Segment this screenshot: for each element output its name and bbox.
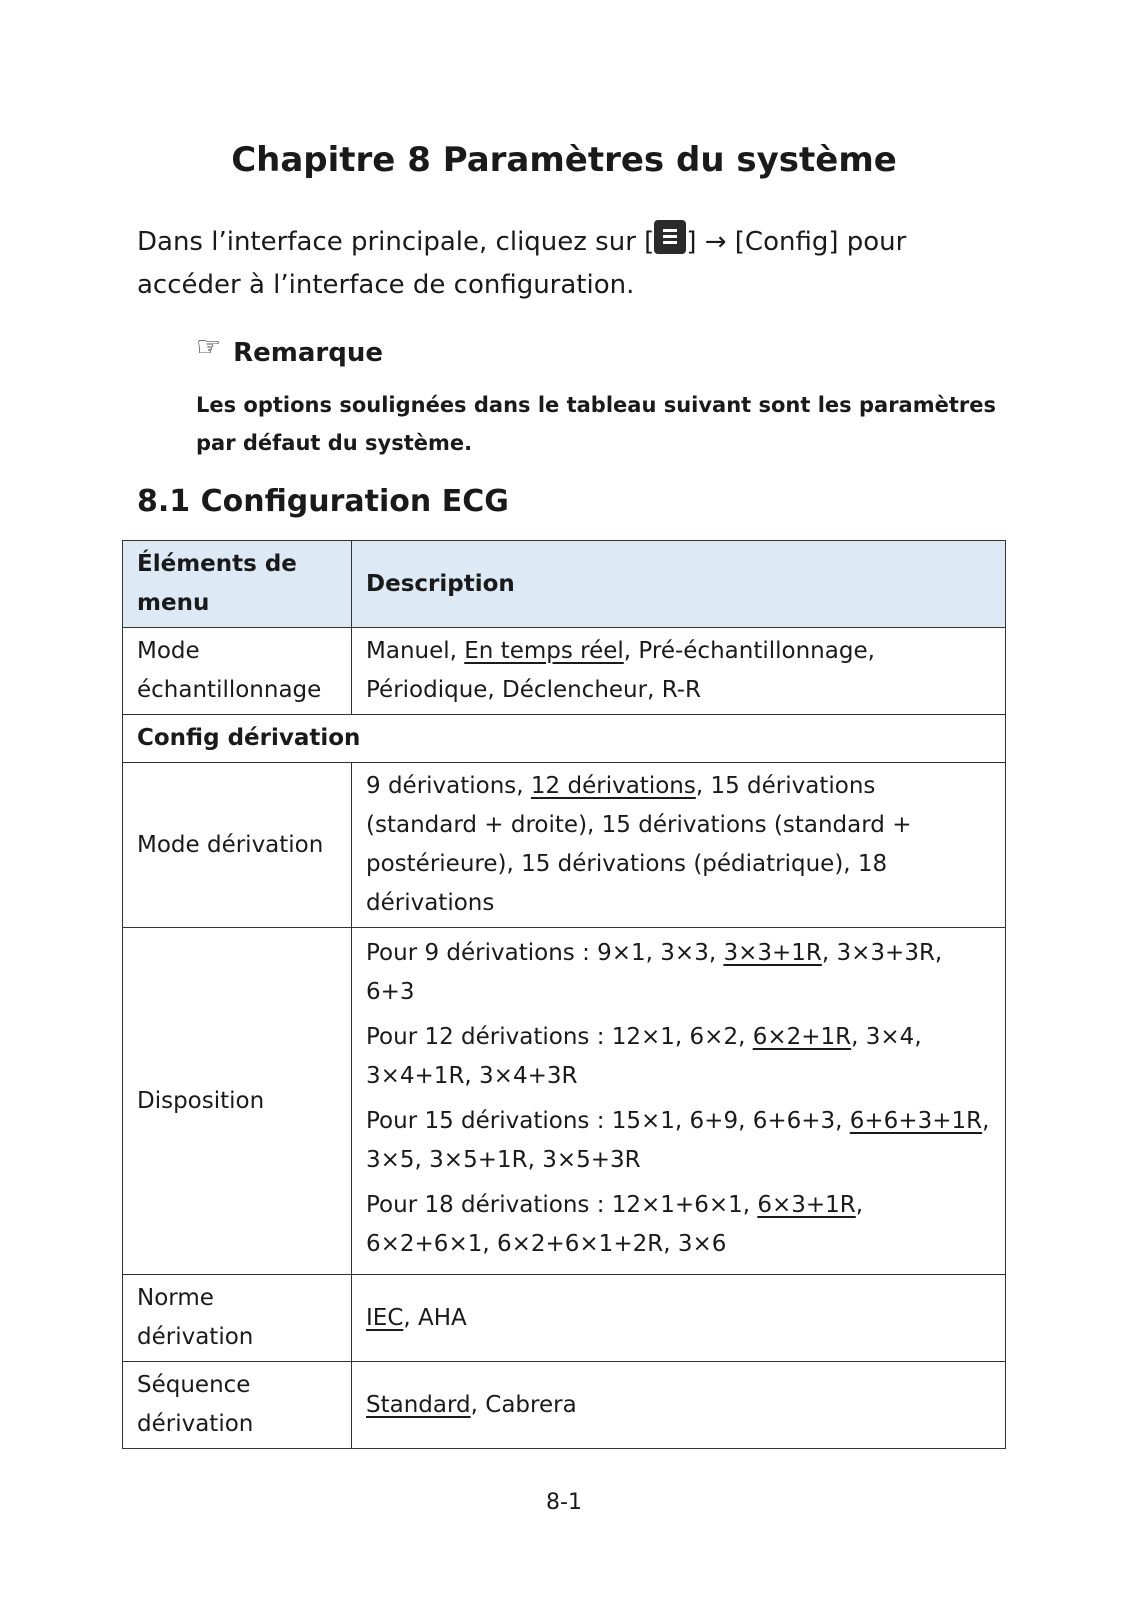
default-option: En temps réel <box>464 638 624 664</box>
table-header-row <box>123 541 1006 628</box>
layout-line <box>366 1186 991 1264</box>
row-label: Mode dérivation <box>123 763 352 928</box>
header-description: Description <box>352 541 1006 628</box>
default-option: 12 dérivations <box>530 773 696 799</box>
desc-text: , 3×4, 3×4+1R, 3×4+3R <box>366 1024 922 1089</box>
pointing-hand-icon: ☞ <box>196 330 222 363</box>
section-title: 8.1 Configuration ECG <box>137 484 509 519</box>
layout-line <box>366 1018 991 1096</box>
row-label: Mode échantillonnage <box>123 628 352 715</box>
group-label: Config dérivation <box>123 715 1006 763</box>
table-group-row <box>123 715 1006 763</box>
row-description <box>352 928 1006 1275</box>
note-heading-row <box>196 330 383 369</box>
default-option: 6×3+1R <box>757 1192 856 1218</box>
page-number: 8-1 <box>546 1490 582 1515</box>
default-option: IEC <box>366 1304 404 1331</box>
row-description <box>352 763 1006 928</box>
desc-text: 9 dérivations, <box>366 773 531 799</box>
default-option: Standard <box>366 1391 471 1418</box>
desc-text: Pour 9 dérivations : 9×1, 3×3, <box>366 940 724 966</box>
desc-text: , AHA <box>403 1304 467 1331</box>
row-description <box>352 1275 1006 1362</box>
default-option: 3×3+1R <box>723 940 822 966</box>
table-row <box>123 628 1006 715</box>
note-text: Les options soulignées dans le tableau suivant sont les paramètres par défaut du système. <box>196 393 996 455</box>
page-title: Chapitre 8 Paramètres du système <box>231 140 897 180</box>
desc-text: , Pré-échantillonnage, Périodique, Déclencheur, R-R <box>366 638 875 703</box>
row-label: Disposition <box>123 928 352 1275</box>
desc-text: , 15 dérivations (standard + droite), 15 dérivations (standard + postérieure), 15 dérivations (pédiatrique), 18 dérivations <box>366 773 912 916</box>
table-row <box>123 1362 1006 1449</box>
header-menu-items: Éléments de menu <box>123 541 352 628</box>
table-row <box>123 1275 1006 1362</box>
desc-text: , Cabrera <box>470 1391 577 1418</box>
layout-line <box>366 934 991 1012</box>
desc-text: , 6×2+6×1, 6×2+6×1+2R, 3×6 <box>366 1192 864 1257</box>
row-description <box>352 628 1006 715</box>
layout-line <box>366 1102 991 1180</box>
intro-paragraph <box>137 220 997 307</box>
desc-text: Pour 18 dérivations : 12×1+6×1, <box>366 1192 758 1218</box>
desc-text: Pour 15 dérivations : 15×1, 6+9, 6+6+3, <box>366 1108 850 1134</box>
row-label: Séquence dérivation <box>123 1362 352 1449</box>
row-label: Norme dérivation <box>123 1275 352 1362</box>
desc-text: Pour 12 dérivations : 12×1, 6×2, <box>366 1024 753 1050</box>
note-heading: Remarque <box>233 337 383 368</box>
desc-text: Manuel, <box>366 638 465 664</box>
ecg-config-table <box>122 540 1006 1449</box>
desc-text: , 3×3+3R, 6+3 <box>366 940 943 1005</box>
table-row <box>123 928 1006 1275</box>
default-option: 6+6+3+1R <box>849 1108 983 1134</box>
menu-icon <box>654 220 686 254</box>
default-option: 6×2+1R <box>752 1024 852 1050</box>
intro-text-before: Dans l’interface principale, cliquez sur [ <box>137 227 655 257</box>
intro-text-after: ] → [Config] pour accéder à l’interface de configuration. <box>137 227 907 300</box>
desc-text: , 3×5, 3×5+1R, 3×5+3R <box>366 1108 990 1173</box>
table-row <box>123 763 1006 928</box>
row-description <box>352 1362 1006 1449</box>
